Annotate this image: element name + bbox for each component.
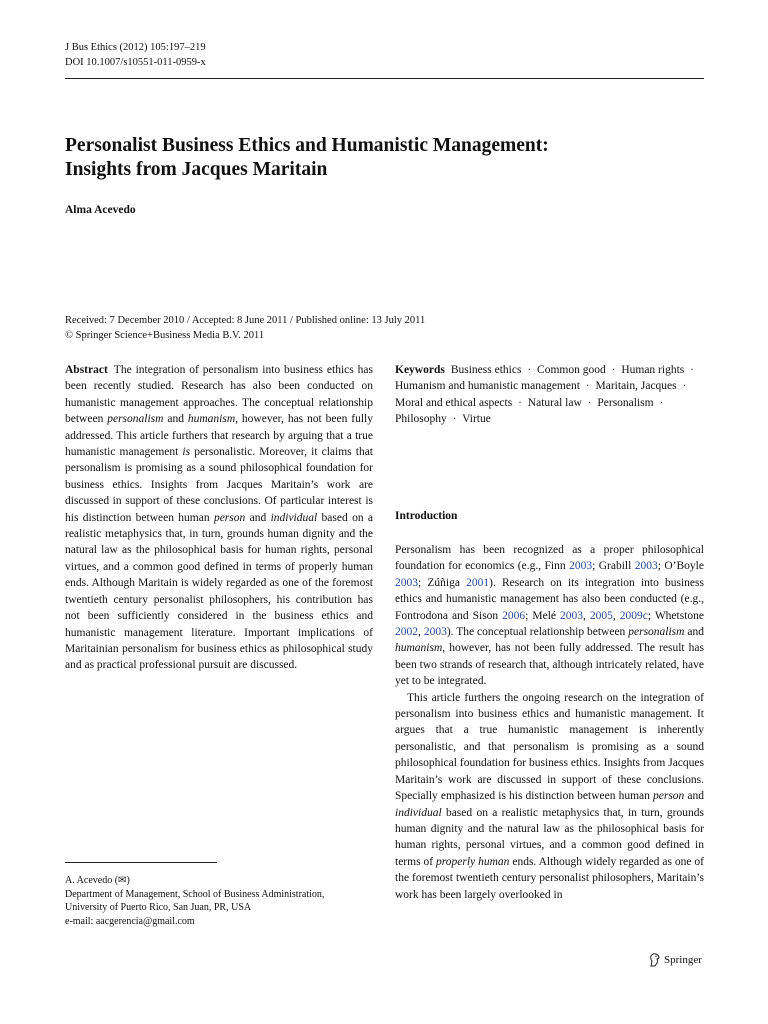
intro-text: based on a realistic metaphysics that, in turn, grounds human dignity and the natural law as the philosophical basis for human rights, personal virtues, and a common good defined in terms of: [395, 806, 704, 868]
intro-text: ; Grabill: [592, 560, 635, 573]
author-footnote: [65, 874, 375, 928]
abstract-text: based on a realistic metaphysics that, in turn, grounds human dignity and the natural law as the philosophical basis for human rights, personal virtues, and a common good defined in terms of properly human ends. Although Maritain is widely regarded as one of the foremost twentieth century personalist philosophers, his contribution has not been sufficiently considered in the business ethics and humanistic management literature. Important implications of Maritainian personalism for business ethics as philosophical study and as practical professional pursuit are discussed.: [65, 511, 374, 672]
journal-citation: J Bus Ethics (2012) 105:197–219: [65, 42, 206, 53]
intro-emphasis: humanism: [395, 642, 443, 655]
intro-paragraph-2: [395, 690, 704, 903]
intro-text: and: [684, 790, 704, 803]
keyword-separator: ·: [659, 396, 664, 409]
abstract-emphasis: individual: [270, 511, 318, 524]
citation-link[interactable]: 2009c: [619, 609, 648, 622]
citation-link[interactable]: 2002: [395, 626, 418, 639]
keyword-item: Maritain, Jacques: [595, 380, 677, 393]
keyword-item: Moral and ethical aspects: [395, 396, 513, 409]
abstract-emphasis: humanism: [187, 413, 236, 426]
intro-text: ; Melé: [525, 609, 560, 622]
journal-header: [65, 40, 206, 70]
intro-paragraph-1: [395, 542, 704, 690]
citation-link[interactable]: 2006: [502, 609, 526, 622]
intro-emphasis: individual: [395, 806, 442, 819]
intro-text: ). Research on its integration into business ethics and humanistic management has also been conducted (e.g., Fontrodona and Sison: [395, 576, 704, 622]
keyword-separator: ·: [527, 364, 532, 376]
keyword-item: Personalism: [597, 396, 654, 409]
footnote-email[interactable]: e-mail: aacgerencia@gmail.com: [65, 915, 195, 927]
keyword-separator: ·: [518, 396, 522, 409]
citation-link[interactable]: 2001: [466, 576, 490, 589]
intro-text: and: [684, 626, 704, 639]
title-line-1: Personalist Business Ethics and Humanistic Management:: [65, 135, 549, 156]
citation-link[interactable]: 2003: [395, 576, 418, 589]
abstract-emphasis: person: [213, 511, 246, 524]
keyword-separator: ·: [682, 380, 687, 393]
intro-emphasis: properly human: [436, 855, 510, 868]
keyword-item: Humanism and humanistic management: [395, 380, 580, 393]
citation-link[interactable]: 2003: [423, 626, 447, 639]
intro-text: Personalism has been recognized as a proper philosophical foundation for economics (e.g., Finn: [395, 544, 704, 573]
abstract-label: Abstract: [65, 364, 108, 376]
footnote-paren: ): [126, 875, 130, 886]
introduction-heading: Introduction: [395, 510, 458, 522]
keyword-item: Business ethics: [450, 364, 522, 376]
footnote-rule: [65, 862, 217, 863]
intro-text: ; Zúñiga: [418, 576, 467, 589]
footnote-department: Department of Management, School of Business Administration,: [65, 888, 325, 900]
introduction-body: [395, 542, 704, 903]
footnote-university: University of Puerto Rico, San Juan, PR, USA: [65, 902, 252, 914]
keyword-separator: ·: [452, 413, 457, 426]
keyword-separator: ·: [585, 380, 590, 393]
keyword-item: Natural law: [527, 396, 582, 409]
envelope-icon: ✉: [118, 875, 127, 886]
keyword-item: Philosophy: [395, 413, 447, 426]
abstract-text: and: [163, 413, 188, 426]
journal-doi: DOI 10.1007/s10551-011-0959-x: [65, 57, 206, 68]
keywords: [395, 362, 704, 428]
intro-text: , however, has not been fully addressed. The result has been two strands of research that, although intricately related, have yet to be integrated.: [395, 642, 704, 688]
abstract-emphasis: is: [182, 446, 191, 459]
footnote-author-line: [65, 874, 375, 888]
citation-link[interactable]: 2003: [559, 609, 583, 622]
received-dates: Received: 7 December 2010 / Accepted: 8 June 2011 / Published online: 13 July 2011: [65, 315, 426, 326]
intro-text: ,: [612, 609, 620, 622]
intro-text: ,: [582, 609, 590, 622]
citation-link[interactable]: 2003: [569, 560, 593, 573]
intro-text: ,: [418, 626, 424, 639]
keyword-item: Common good: [537, 364, 606, 376]
abstract-text: personalistic. Moreover, it claims that personalism is promising as a sound philosophical foundation for business ethics. Insights from Jacques Maritain’s work are discussed in support of these conclusions. Of particular interest is his distinction between human: [65, 446, 373, 524]
footnote-author: A. Acevedo (: [65, 875, 119, 886]
intro-text: ; Whetstone: [647, 609, 705, 622]
keywords-label: Keywords: [395, 364, 445, 376]
abstract-text: and: [245, 511, 271, 524]
keyword-separator: ·: [587, 396, 592, 409]
intro-text: ends. Although widely regarded as one of the foremost twentieth century personalist philosophers, Maritain’s work has been largely overlooked in: [395, 855, 704, 901]
citation-link[interactable]: 2005: [589, 609, 613, 622]
publisher-logo: [648, 953, 702, 967]
intro-emphasis: personalism: [628, 626, 685, 639]
article-author: Alma Acevedo: [65, 204, 136, 216]
intro-emphasis: person: [652, 790, 685, 803]
intro-text: ). The conceptual relationship between: [446, 626, 629, 639]
abstract-emphasis: personalism: [107, 413, 164, 426]
abstract: [65, 362, 373, 674]
abstract-text: The integration of personalism into business ethics has been recently studied. Research has also been conducted on humanistic management approaches. The conceptual relationship between: [65, 364, 373, 426]
title-line-2: Insights from Jacques Maritain: [65, 159, 328, 180]
abstract-text: , however, has not been fully addressed. This article furthers that research by arguing that a true humanistic management: [65, 413, 373, 459]
publisher-name: Springer: [664, 954, 702, 966]
article-title: [65, 134, 685, 182]
intro-text: This article furthers the ongoing research on the integration of personalism into business ethics and humanistic management. It argues that a true humanistic management is inherently personalistic, and that personalism is promising as a sound philosophical foundation for business ethics. Insights from Jacques Maritain’s work are discussed in support of these conclusions. Specially emphasized is his distinction between human: [395, 691, 704, 803]
intro-text: ; O’Boyle: [657, 560, 704, 573]
citation-link[interactable]: 2003: [634, 560, 658, 573]
keyword-item: Human rights: [621, 364, 685, 376]
keyword-separator: ·: [690, 364, 694, 376]
keyword-separator: ·: [611, 364, 616, 376]
copyright-line: © Springer Science+Business Media B.V. 2011: [65, 330, 265, 341]
keyword-item: Virtue: [462, 413, 491, 426]
publication-history: [65, 313, 425, 343]
springer-horse-icon: [648, 953, 661, 967]
header-rule: [65, 78, 704, 79]
